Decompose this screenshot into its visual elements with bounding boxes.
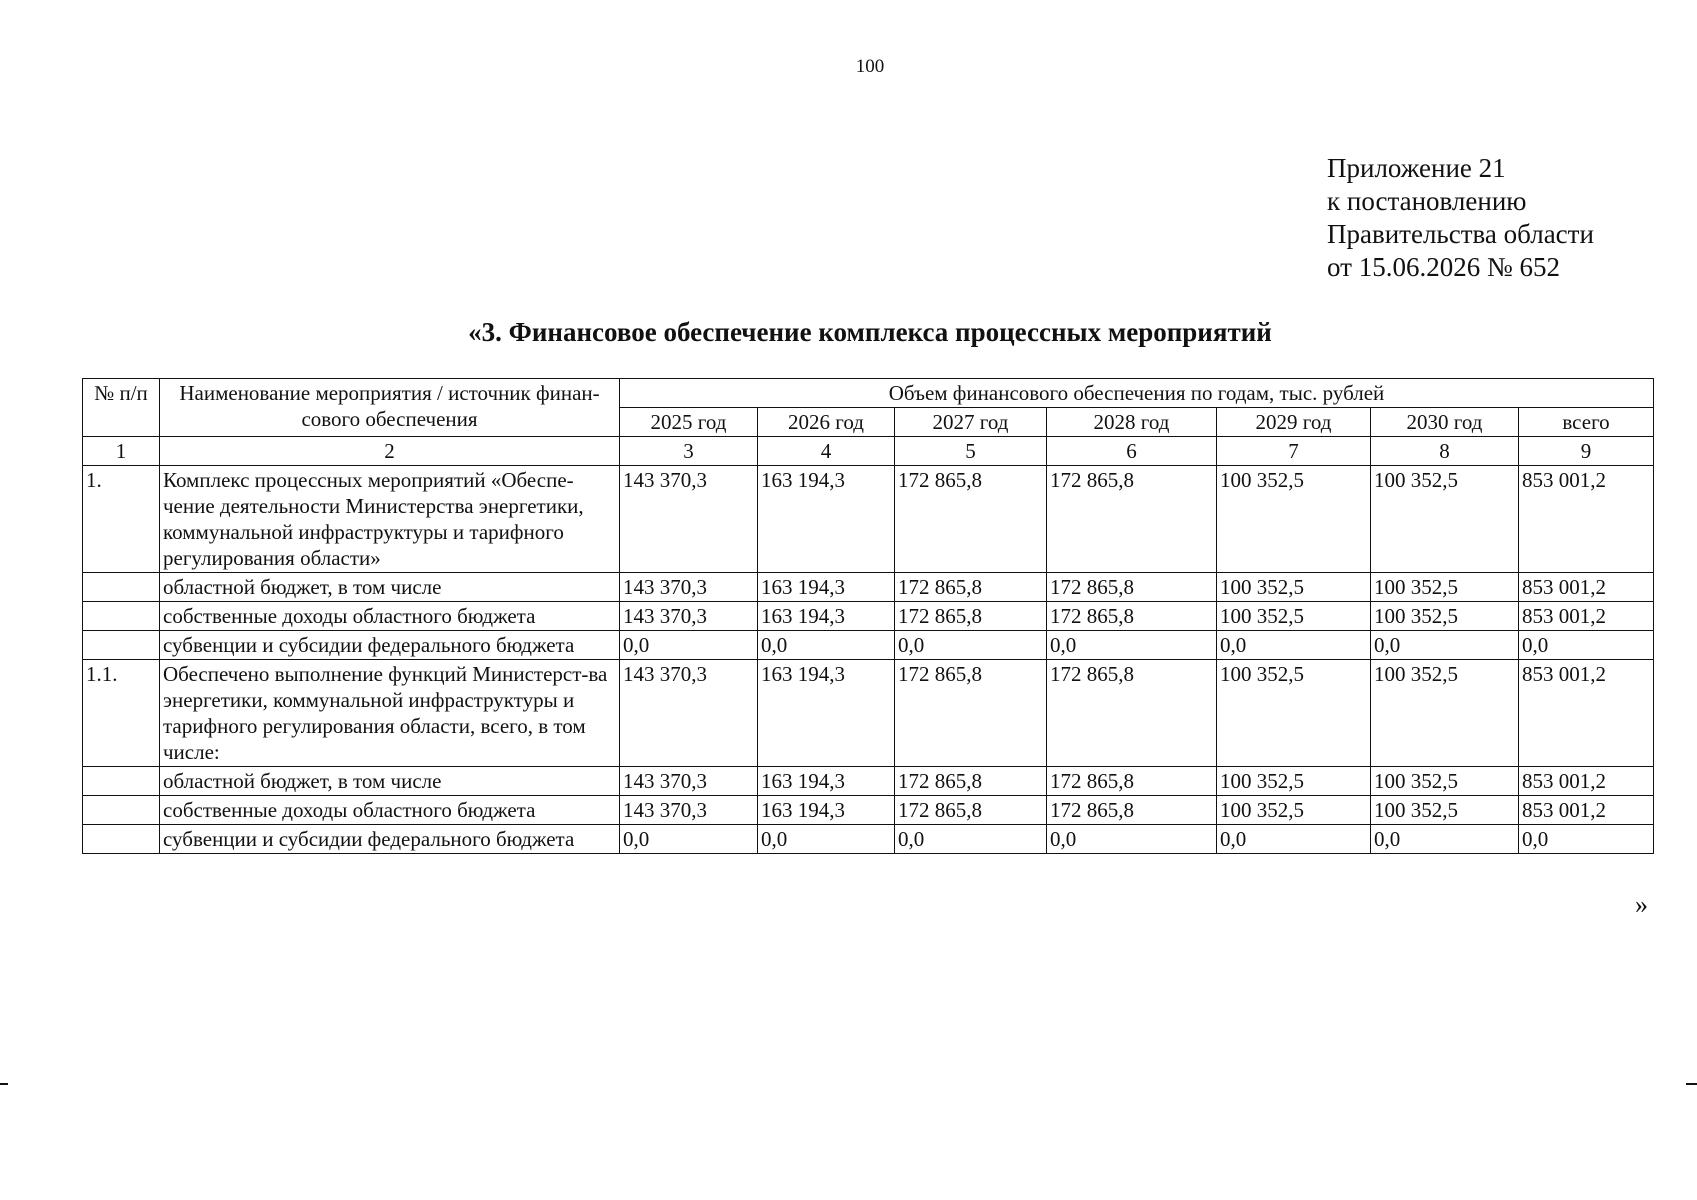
row-total: 853 001,2 [1519, 767, 1654, 796]
row-total: 0,0 [1519, 825, 1654, 854]
row-number [83, 573, 160, 602]
row-value: 172 865,8 [895, 466, 1047, 573]
col-header-total: всего [1519, 408, 1654, 437]
col-header-name: Наименование мероприятия / источник финан-сового обеспечения [160, 379, 620, 437]
row-value: 0,0 [895, 825, 1047, 854]
row-value: 100 352,5 [1371, 796, 1519, 825]
row-value: 100 352,5 [1217, 573, 1371, 602]
row-name: Комплекс процессных мероприятий «Обеспе-чение деятельности Министерства энергетики, коммунальной инфраструктуры и тарифного регулирования области» [160, 466, 620, 573]
row-number: 1. [83, 466, 160, 573]
row-value: 100 352,5 [1371, 602, 1519, 631]
row-value: 0,0 [1371, 631, 1519, 660]
row-number [83, 767, 160, 796]
margin-mark-left [0, 1083, 8, 1085]
row-name: собственные доходы областного бюджета [160, 796, 620, 825]
row-value: 172 865,8 [1047, 573, 1217, 602]
row-value: 0,0 [1047, 825, 1217, 854]
column-index-row [83, 437, 1654, 466]
column-index: 6 [1047, 437, 1217, 466]
row-value: 143 370,3 [620, 660, 758, 767]
row-value: 0,0 [620, 631, 758, 660]
row-value: 172 865,8 [895, 602, 1047, 631]
row-name: областной бюджет, в том числе [160, 767, 620, 796]
appendix-line: Приложение 21 [1327, 153, 1506, 183]
column-index: 3 [620, 437, 758, 466]
col-header-year: 2025 год [620, 408, 758, 437]
row-value: 163 194,3 [758, 602, 895, 631]
row-value: 0,0 [1217, 825, 1371, 854]
row-value: 100 352,5 [1371, 660, 1519, 767]
row-value: 172 865,8 [1047, 466, 1217, 573]
row-value: 100 352,5 [1217, 466, 1371, 573]
row-value: 0,0 [758, 631, 895, 660]
table-row [83, 825, 1654, 854]
row-value: 163 194,3 [758, 466, 895, 573]
table-row [83, 796, 1654, 825]
row-value: 100 352,5 [1217, 602, 1371, 631]
row-value: 163 194,3 [758, 660, 895, 767]
row-value: 143 370,3 [620, 573, 758, 602]
appendix-line: Правительства области [1327, 219, 1594, 249]
column-index: 1 [83, 437, 160, 466]
row-name: субвенции и субсидии федерального бюджета [160, 825, 620, 854]
row-total: 0,0 [1519, 631, 1654, 660]
row-number [83, 631, 160, 660]
row-total: 853 001,2 [1519, 466, 1654, 573]
col-header-year: 2029 год [1217, 408, 1371, 437]
row-name: собственные доходы областного бюджета [160, 602, 620, 631]
table-row [83, 602, 1654, 631]
header-row [83, 379, 1654, 408]
row-value: 172 865,8 [895, 573, 1047, 602]
row-total: 853 001,2 [1519, 660, 1654, 767]
row-name: областной бюджет, в том числе [160, 573, 620, 602]
row-value: 172 865,8 [895, 767, 1047, 796]
table-row [83, 660, 1654, 767]
row-value: 100 352,5 [1217, 660, 1371, 767]
row-value: 143 370,3 [620, 796, 758, 825]
row-value: 172 865,8 [1047, 796, 1217, 825]
row-value: 163 194,3 [758, 573, 895, 602]
column-index: 7 [1217, 437, 1371, 466]
row-value: 0,0 [620, 825, 758, 854]
column-index: 4 [758, 437, 895, 466]
row-value: 100 352,5 [1371, 767, 1519, 796]
row-value: 0,0 [895, 631, 1047, 660]
appendix-line: от 15.06.2026 № 652 [1327, 252, 1560, 282]
row-value: 100 352,5 [1217, 767, 1371, 796]
col-header-num: № п/п [83, 379, 160, 437]
row-value: 143 370,3 [620, 767, 758, 796]
row-number [83, 602, 160, 631]
row-value: 0,0 [1217, 631, 1371, 660]
column-index: 8 [1371, 437, 1519, 466]
row-value: 0,0 [1047, 631, 1217, 660]
row-number [83, 825, 160, 854]
row-value: 143 370,3 [620, 466, 758, 573]
document-title: «3. Финансовое обеспечение комплекса процессных мероприятий [468, 317, 1272, 347]
page-number: 100 [855, 56, 885, 77]
row-value: 143 370,3 [620, 602, 758, 631]
table-row [83, 573, 1654, 602]
table-row [83, 767, 1654, 796]
column-index: 2 [160, 437, 620, 466]
row-value: 0,0 [758, 825, 895, 854]
appendix-line: к постановлению [1327, 186, 1527, 216]
row-name: Обеспечено выполнение функций Министерст-ва энергетики, коммунальной инфраструктуры и тарифного регулирования области, всего, в том числе: [160, 660, 620, 767]
row-name: субвенции и субсидии федерального бюджета [160, 631, 620, 660]
margin-mark-right [1686, 1083, 1697, 1085]
financing-table [82, 378, 1654, 854]
col-header-year: 2030 год [1371, 408, 1519, 437]
row-value: 100 352,5 [1371, 466, 1519, 573]
table-row [83, 631, 1654, 660]
col-header-year: 2027 год [895, 408, 1047, 437]
col-header-year: 2028 год [1047, 408, 1217, 437]
row-number: 1.1. [83, 660, 160, 767]
row-total: 853 001,2 [1519, 573, 1654, 602]
column-index: 9 [1519, 437, 1654, 466]
row-number [83, 796, 160, 825]
closing-quote: » [1635, 890, 1648, 919]
row-value: 163 194,3 [758, 767, 895, 796]
row-value: 163 194,3 [758, 796, 895, 825]
table-row [83, 466, 1654, 573]
row-value: 172 865,8 [1047, 660, 1217, 767]
row-value: 172 865,8 [895, 660, 1047, 767]
column-index: 5 [895, 437, 1047, 466]
row-value: 172 865,8 [1047, 767, 1217, 796]
row-total: 853 001,2 [1519, 602, 1654, 631]
row-value: 172 865,8 [1047, 602, 1217, 631]
row-value: 0,0 [1371, 825, 1519, 854]
col-header-volume: Объем финансового обеспечения по годам, тыс. рублей [620, 379, 1654, 408]
row-value: 172 865,8 [895, 796, 1047, 825]
col-header-year: 2026 год [758, 408, 895, 437]
row-total: 853 001,2 [1519, 796, 1654, 825]
appendix-block [1327, 152, 1594, 284]
row-value: 100 352,5 [1371, 573, 1519, 602]
row-value: 100 352,5 [1217, 796, 1371, 825]
